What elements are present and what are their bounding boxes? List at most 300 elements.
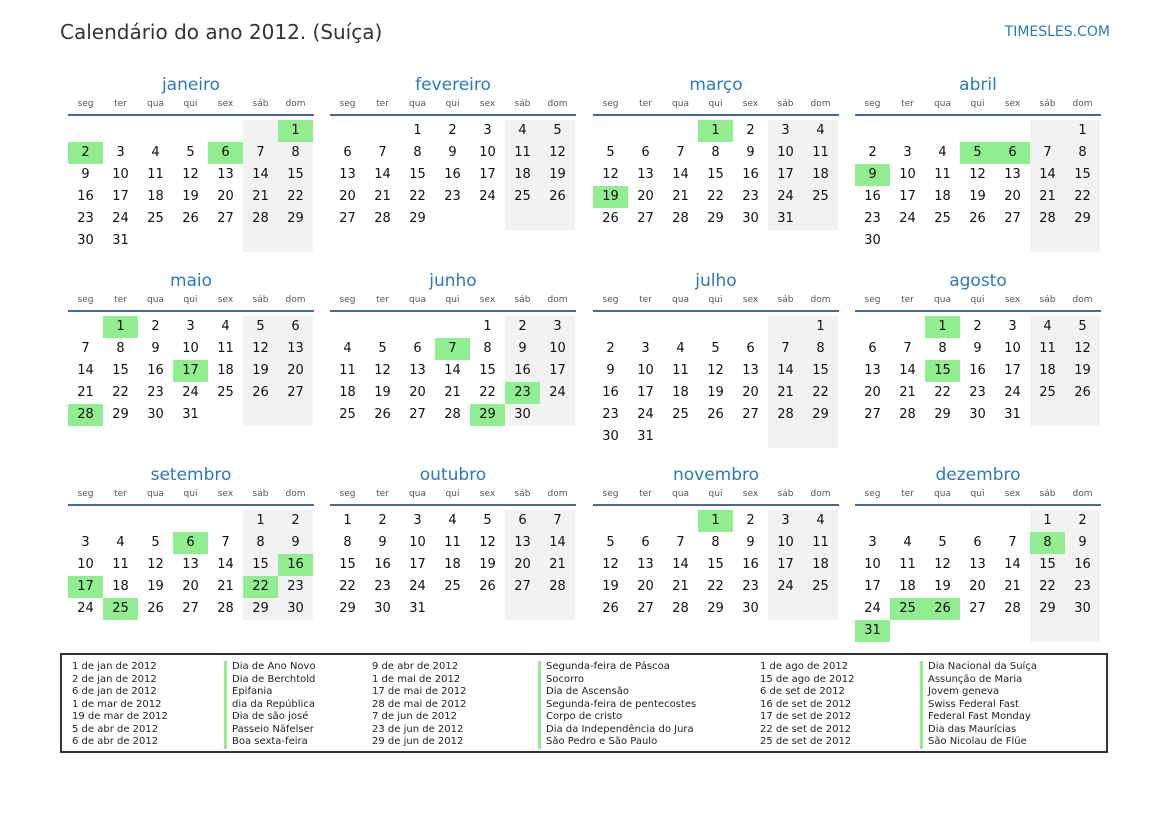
day-cell: 29 xyxy=(1065,208,1100,230)
weekday-header xyxy=(855,294,1101,312)
day-cell: 23 xyxy=(278,576,313,598)
day-cell: 19 xyxy=(374,385,391,400)
day-cell: 11 xyxy=(803,532,838,554)
legend-holiday-name: São Pedro e São Paulo xyxy=(538,736,696,749)
day-cell: 1 xyxy=(413,123,422,138)
day-cell: 1 xyxy=(483,319,492,334)
day-cell: 10 xyxy=(637,363,654,378)
empty-day-cell xyxy=(365,316,400,338)
legend-name-column xyxy=(224,661,316,749)
day-cell: 20 xyxy=(969,579,986,594)
day-cell: 3 xyxy=(186,319,195,334)
holiday-day-cell: 1 xyxy=(278,120,313,142)
holiday-day-cell: 25 xyxy=(890,598,925,620)
day-cell: 11 xyxy=(934,167,951,182)
weekday-label: qui xyxy=(183,295,198,305)
day-cell: 21 xyxy=(374,189,391,204)
day-cell: 13 xyxy=(182,557,199,572)
day-cell: 27 xyxy=(742,407,759,422)
day-cell: 5 xyxy=(378,341,387,356)
weekday-label: seg xyxy=(864,295,881,305)
empty-day-cell xyxy=(435,208,470,230)
day-cell: 19 xyxy=(969,189,986,204)
day-cell: 14 xyxy=(672,167,689,182)
day-cell: 21 xyxy=(444,385,461,400)
empty-day-cell xyxy=(733,316,768,338)
day-cell: 16 xyxy=(444,167,461,182)
day-cell: 30 xyxy=(602,429,619,444)
legend-date: 6 de set de 2012 xyxy=(760,686,845,697)
day-cell: 21 xyxy=(672,189,689,204)
legend-date: 1 de ago de 2012 xyxy=(760,661,849,672)
day-cell: 18 xyxy=(1030,360,1065,382)
month-name: novembro xyxy=(672,465,760,485)
day-cell: 30 xyxy=(147,407,164,422)
weekday-label: qua xyxy=(147,295,164,305)
day-cell: 18 xyxy=(339,385,356,400)
day-cell: 22 xyxy=(278,186,313,208)
day-cell: 29 xyxy=(278,208,313,230)
legend-date: 5 de abr de 2012 xyxy=(72,723,159,735)
weekday-label: dom xyxy=(810,295,831,305)
day-cell: 19 xyxy=(147,579,164,594)
weekday-header xyxy=(855,488,1101,506)
weekday-header xyxy=(68,294,314,312)
day-cell: 1 xyxy=(343,513,352,528)
holiday-day-cell: 1 xyxy=(698,120,733,142)
day-cell: 30 xyxy=(278,598,313,620)
holiday-day-cell: 1 xyxy=(925,316,960,338)
legend-date: 17 de mai de 2012 xyxy=(372,686,467,697)
day-cell: 14 xyxy=(1030,164,1065,186)
day-cell: 4 xyxy=(1030,316,1065,338)
empty-day-cell xyxy=(400,316,435,338)
empty-day-cell xyxy=(435,598,470,620)
day-cell: 6 xyxy=(278,316,313,338)
legend-holiday-name: Dia de são josé xyxy=(224,711,316,724)
weekday-label: qua xyxy=(934,99,951,109)
day-cell: 14 xyxy=(899,363,916,378)
legend-date-column xyxy=(72,661,168,749)
day-cell: 30 xyxy=(505,404,540,426)
day-cell: 9 xyxy=(278,532,313,554)
day-cell: 8 xyxy=(483,341,492,356)
weekday-label: qui xyxy=(708,489,723,499)
month-name: setembro xyxy=(150,465,232,485)
weekday-label: ter xyxy=(901,99,914,109)
day-cell: 17 xyxy=(1004,363,1021,378)
empty-day-cell xyxy=(1065,230,1100,252)
month-name: dezembro xyxy=(935,465,1021,485)
brand-link[interactable]: TIMESLES.COM xyxy=(1004,24,1110,40)
weekday-label: seg xyxy=(77,295,94,305)
day-cell: 18 xyxy=(444,557,461,572)
empty-day-cell xyxy=(628,510,663,532)
day-cell: 20 xyxy=(742,385,759,400)
empty-day-cell xyxy=(1065,620,1100,642)
day-cell: 27 xyxy=(339,211,356,226)
empty-day-cell xyxy=(540,598,575,620)
legend-holiday-name: Assunção de Maria xyxy=(920,674,1037,687)
empty-day-cell xyxy=(995,510,1030,532)
day-grid xyxy=(330,316,576,426)
day-cell: 10 xyxy=(864,557,881,572)
empty-day-cell xyxy=(330,316,365,338)
day-cell: 29 xyxy=(409,211,426,226)
empty-day-cell xyxy=(803,598,838,620)
empty-day-cell xyxy=(628,120,663,142)
day-cell: 17 xyxy=(899,189,916,204)
weekday-label: qui xyxy=(708,295,723,305)
weekday-label: ter xyxy=(639,99,652,109)
day-cell: 26 xyxy=(1065,382,1100,404)
holiday-day-cell: 23 xyxy=(505,382,540,404)
day-cell: 6 xyxy=(746,341,755,356)
day-cell: 13 xyxy=(278,338,313,360)
day-cell: 23 xyxy=(742,579,759,594)
weekday-label: dom xyxy=(1072,99,1093,109)
day-cell: 16 xyxy=(742,557,759,572)
legend-holiday-name: Dia de Ascensão xyxy=(538,686,696,699)
empty-day-cell xyxy=(138,510,173,532)
empty-day-cell xyxy=(138,230,173,252)
weekday-label: qua xyxy=(934,489,951,499)
day-cell: 5 xyxy=(606,535,615,550)
empty-day-cell xyxy=(505,208,540,230)
holiday-day-cell: 28 xyxy=(68,404,103,426)
day-cell: 24 xyxy=(112,211,129,226)
day-cell: 15 xyxy=(243,554,278,576)
day-cell: 8 xyxy=(278,142,313,164)
day-cell: 31 xyxy=(112,233,129,248)
month-name: agosto xyxy=(949,271,1007,291)
weekday-label: seg xyxy=(77,489,94,499)
day-cell: 20 xyxy=(637,189,654,204)
day-cell: 19 xyxy=(479,557,496,572)
day-cell: 15 xyxy=(409,167,426,182)
day-grid xyxy=(68,510,314,620)
day-cell: 12 xyxy=(540,142,575,164)
day-grid xyxy=(68,120,314,252)
day-cell: 13 xyxy=(505,532,540,554)
holiday-day-cell: 6 xyxy=(173,532,208,554)
weekday-label: qui xyxy=(970,295,985,305)
month-name: março xyxy=(689,75,743,95)
day-cell: 23 xyxy=(864,211,881,226)
weekday-label: seg xyxy=(602,99,619,109)
day-cell: 28 xyxy=(672,601,689,616)
day-cell: 12 xyxy=(602,167,619,182)
day-cell: 31 xyxy=(1004,407,1021,422)
day-cell: 27 xyxy=(864,407,881,422)
day-cell: 24 xyxy=(768,576,803,598)
weekday-label: sex xyxy=(217,489,234,499)
weekday-label: qua xyxy=(934,295,951,305)
day-cell: 13 xyxy=(637,557,654,572)
day-cell: 11 xyxy=(339,363,356,378)
day-cell: 31 xyxy=(637,429,654,444)
day-cell: 18 xyxy=(803,554,838,576)
day-cell: 16 xyxy=(969,363,986,378)
day-cell: 10 xyxy=(899,167,916,182)
weekday-label: sex xyxy=(1004,489,1021,499)
day-cell: 12 xyxy=(1065,338,1100,360)
legend-date-column xyxy=(372,661,467,749)
holiday-day-cell: 2 xyxy=(68,142,103,164)
day-cell: 21 xyxy=(77,385,94,400)
weekday-label: dom xyxy=(810,489,831,499)
empty-day-cell xyxy=(208,120,243,142)
empty-day-cell xyxy=(960,230,995,252)
legend-date: 1 de mai de 2012 xyxy=(372,673,461,685)
day-cell: 28 xyxy=(899,407,916,422)
day-cell: 23 xyxy=(77,211,94,226)
day-cell: 12 xyxy=(243,338,278,360)
day-cell: 7 xyxy=(903,341,912,356)
empty-day-cell xyxy=(890,230,925,252)
holiday-day-cell: 19 xyxy=(593,186,628,208)
day-cell: 17 xyxy=(864,579,881,594)
weekday-label: sáb xyxy=(1039,99,1056,109)
weekday-header xyxy=(593,488,839,506)
empty-day-cell xyxy=(890,120,925,142)
day-cell: 10 xyxy=(768,532,803,554)
day-cell: 4 xyxy=(116,535,125,550)
day-cell: 21 xyxy=(768,382,803,404)
day-cell: 5 xyxy=(606,145,615,160)
day-cell: 7 xyxy=(378,145,387,160)
day-cell: 31 xyxy=(182,407,199,422)
holiday-day-cell: 9 xyxy=(855,164,890,186)
day-cell: 3 xyxy=(483,123,492,138)
holiday-day-cell: 25 xyxy=(103,598,138,620)
day-cell: 7 xyxy=(540,510,575,532)
day-cell: 27 xyxy=(637,601,654,616)
weekday-label: sex xyxy=(742,99,759,109)
day-cell: 2 xyxy=(448,123,457,138)
empty-day-cell xyxy=(890,620,925,642)
empty-day-cell xyxy=(925,120,960,142)
day-cell: 2 xyxy=(1065,510,1100,532)
day-cell: 28 xyxy=(374,211,391,226)
weekday-label: sex xyxy=(479,99,496,109)
day-cell: 25 xyxy=(1030,382,1065,404)
day-cell: 24 xyxy=(637,407,654,422)
weekday-label: qui xyxy=(445,99,460,109)
empty-day-cell xyxy=(208,510,243,532)
day-cell: 18 xyxy=(672,385,689,400)
empty-day-cell xyxy=(995,620,1030,642)
weekday-label: seg xyxy=(339,99,356,109)
day-cell: 21 xyxy=(1004,579,1021,594)
day-cell: 29 xyxy=(112,407,129,422)
day-cell: 19 xyxy=(182,189,199,204)
day-cell: 2 xyxy=(746,123,755,138)
legend-holiday-name: Boa sexta-feira xyxy=(224,736,316,749)
empty-day-cell xyxy=(173,120,208,142)
day-cell: 15 xyxy=(1065,164,1100,186)
empty-day-cell xyxy=(435,316,470,338)
day-cell: 1 xyxy=(1030,510,1065,532)
empty-day-cell xyxy=(890,316,925,338)
day-cell: 15 xyxy=(1030,554,1065,576)
day-cell: 13 xyxy=(864,363,881,378)
day-cell: 22 xyxy=(339,579,356,594)
weekday-label: qui xyxy=(445,489,460,499)
empty-day-cell xyxy=(890,510,925,532)
day-cell: 24 xyxy=(864,601,881,616)
day-cell: 5 xyxy=(151,535,160,550)
weekday-label: qua xyxy=(672,489,689,499)
day-cell: 17 xyxy=(540,360,575,382)
day-cell: 13 xyxy=(969,557,986,572)
day-cell: 27 xyxy=(505,576,540,598)
day-cell: 30 xyxy=(374,601,391,616)
day-cell: 9 xyxy=(973,341,982,356)
weekday-label: sáb xyxy=(1039,295,1056,305)
empty-day-cell xyxy=(663,510,698,532)
weekday-label: sáb xyxy=(514,99,531,109)
empty-day-cell xyxy=(470,208,505,230)
empty-day-cell xyxy=(278,404,313,426)
day-cell: 6 xyxy=(641,535,650,550)
day-cell: 25 xyxy=(934,211,951,226)
day-cell: 21 xyxy=(899,385,916,400)
holiday-day-cell: 7 xyxy=(435,338,470,360)
day-cell: 7 xyxy=(768,338,803,360)
day-cell: 10 xyxy=(409,535,426,550)
day-cell: 28 xyxy=(540,576,575,598)
day-cell: 2 xyxy=(973,319,982,334)
legend-holiday-name: Segunda-feira de pentecostes xyxy=(538,699,696,712)
weekday-label: ter xyxy=(114,295,127,305)
legend-date: 6 de abr de 2012 xyxy=(72,736,159,747)
day-cell: 28 xyxy=(672,211,689,226)
legend-holiday-name: Jovem geneva xyxy=(920,686,1037,699)
day-cell: 20 xyxy=(637,579,654,594)
day-cell: 30 xyxy=(969,407,986,422)
day-grid xyxy=(855,120,1101,252)
month-dezembro xyxy=(855,462,1101,642)
day-cell: 25 xyxy=(803,576,838,598)
day-grid xyxy=(68,316,314,426)
day-cell: 13 xyxy=(1004,167,1021,182)
empty-day-cell xyxy=(173,510,208,532)
day-cell: 30 xyxy=(77,233,94,248)
empty-day-cell xyxy=(960,620,995,642)
month-abril xyxy=(855,72,1101,252)
holiday-day-cell: 6 xyxy=(208,142,243,164)
legend-date: 15 de ago de 2012 xyxy=(760,673,855,685)
day-cell: 27 xyxy=(278,382,313,404)
day-cell: 16 xyxy=(147,363,164,378)
weekday-label: qui xyxy=(183,489,198,499)
month-maio xyxy=(68,268,314,426)
holiday-day-cell: 16 xyxy=(278,554,313,576)
month-name: abril xyxy=(959,75,997,95)
day-cell: 30 xyxy=(742,601,759,616)
day-cell: 26 xyxy=(540,186,575,208)
day-cell: 5 xyxy=(1065,316,1100,338)
day-cell: 23 xyxy=(602,407,619,422)
day-cell: 7 xyxy=(676,535,685,550)
month-julho xyxy=(593,268,839,448)
holiday-day-cell: 15 xyxy=(925,360,960,382)
weekday-label: sex xyxy=(742,489,759,499)
weekday-label: ter xyxy=(639,489,652,499)
day-cell: 29 xyxy=(339,601,356,616)
holiday-day-cell: 17 xyxy=(68,576,103,598)
weekday-label: sáb xyxy=(252,489,269,499)
day-cell: 2 xyxy=(868,145,877,160)
day-cell: 8 xyxy=(711,145,720,160)
day-cell: 16 xyxy=(77,189,94,204)
empty-day-cell xyxy=(855,120,890,142)
empty-day-cell xyxy=(960,120,995,142)
holiday-day-cell: 8 xyxy=(1030,532,1065,554)
legend-holiday-name: Segunda-feira de Páscoa xyxy=(538,661,696,674)
weekday-label: sáb xyxy=(514,489,531,499)
day-cell: 5 xyxy=(483,513,492,528)
day-cell: 20 xyxy=(409,385,426,400)
weekday-label: qui xyxy=(970,489,985,499)
day-cell: 7 xyxy=(1008,535,1017,550)
legend-holiday-name: Swiss Federal Fast xyxy=(920,699,1037,712)
month-setembro xyxy=(68,462,314,620)
day-cell: 23 xyxy=(969,385,986,400)
day-cell: 20 xyxy=(864,385,881,400)
weekday-label: sex xyxy=(479,489,496,499)
day-cell: 27 xyxy=(217,211,234,226)
day-cell: 28 xyxy=(768,404,803,426)
weekday-label: ter xyxy=(114,99,127,109)
day-cell: 12 xyxy=(479,535,496,550)
legend-date: 2 de jan de 2012 xyxy=(72,673,157,685)
holiday-day-cell: 1 xyxy=(698,510,733,532)
day-cell: 10 xyxy=(768,142,803,164)
day-cell: 4 xyxy=(505,120,540,142)
day-cell: 26 xyxy=(969,211,986,226)
weekday-label: qua xyxy=(672,99,689,109)
day-cell: 25 xyxy=(505,186,540,208)
weekday-label: sáb xyxy=(777,295,794,305)
weekday-label: sáb xyxy=(252,295,269,305)
day-cell: 13 xyxy=(742,363,759,378)
empty-day-cell xyxy=(470,598,505,620)
day-cell: 15 xyxy=(112,363,129,378)
weekday-label: qui xyxy=(445,295,460,305)
empty-day-cell xyxy=(698,316,733,338)
day-cell: 12 xyxy=(182,167,199,182)
empty-day-cell xyxy=(365,120,400,142)
empty-day-cell xyxy=(505,598,540,620)
day-cell: 26 xyxy=(602,601,619,616)
day-cell: 19 xyxy=(540,164,575,186)
empty-day-cell xyxy=(663,120,698,142)
day-cell: 17 xyxy=(112,189,129,204)
day-cell: 10 xyxy=(77,557,94,572)
empty-day-cell xyxy=(803,426,838,448)
weekday-label: sáb xyxy=(777,489,794,499)
day-cell: 26 xyxy=(707,407,724,422)
weekday-label: dom xyxy=(1072,295,1093,305)
weekday-label: dom xyxy=(285,99,306,109)
legend-name-column xyxy=(920,661,1037,749)
legend-holiday-name: Dia de Ano Novo xyxy=(224,661,316,674)
empty-day-cell xyxy=(103,510,138,532)
empty-day-cell xyxy=(540,404,575,426)
weekday-label: qua xyxy=(409,489,426,499)
